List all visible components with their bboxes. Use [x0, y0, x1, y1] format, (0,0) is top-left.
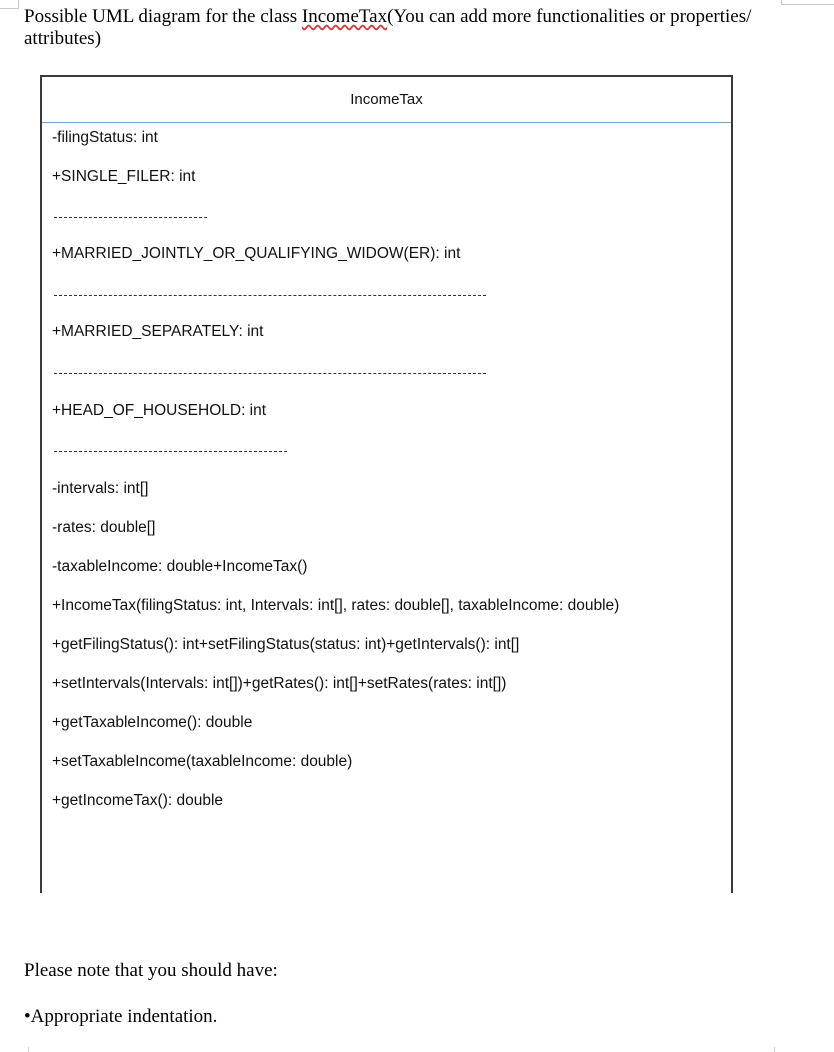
uml-member: +HEAD_OF_HOUSEHOLD: int — [52, 402, 267, 419]
uml-member: +getTaxableIncome(): double — [52, 714, 253, 731]
uml-member: +MARRIED_JOINTLY_OR_QUALIFYING_WIDOW(ER): int — [52, 245, 461, 262]
uml-dashed-separator — [54, 217, 207, 218]
uml-member: -intervals: int[] — [52, 480, 149, 497]
uml-dashed-separator — [54, 295, 486, 296]
uml-member: -rates: double[] — [52, 519, 156, 536]
uml-member: +IncomeTax(filingStatus: int, Intervals: int[], rates: double[], taxableIncome: double) — [52, 597, 620, 614]
uml-dashed-separator — [54, 373, 486, 374]
uml-member: +SINGLE_FILER: int — [52, 168, 196, 185]
uml-member: +MARRIED_SEPARATELY: int — [52, 323, 264, 340]
intro-prefix: Possible UML diagram for the class — [24, 6, 302, 27]
note-heading: Please note that you should have: — [24, 960, 278, 981]
intro-paragraph — [24, 6, 784, 50]
page-corner-mark — [28, 1047, 30, 1052]
uml-member: -taxableIncome: double+IncomeTax() — [52, 558, 308, 575]
uml-member: +getIncomeTax(): double — [52, 792, 224, 809]
uml-dashed-separator — [54, 451, 287, 452]
intro-suffix: (You can add more functionalities or properties/ attributes) — [24, 6, 752, 49]
class-name-link: IncomeTax — [301, 6, 388, 27]
uml-member: -filingStatus: int — [52, 129, 158, 146]
page-corner-mark — [781, 0, 834, 5]
note-bullet: •Appropriate indentation. — [24, 1006, 218, 1027]
page-corner-mark — [774, 1047, 776, 1052]
uml-class-name: IncomeTax — [42, 77, 731, 123]
uml-class-diagram — [40, 75, 733, 893]
uml-member: +setTaxableIncome(taxableIncome: double) — [52, 753, 353, 770]
uml-members — [42, 123, 731, 893]
uml-member: +getFilingStatus(): int+setFilingStatus(status: int)+getIntervals(): int[] — [52, 636, 520, 653]
page-corner-mark — [0, 0, 19, 9]
uml-member: +setIntervals(Intervals: int[])+getRates(): int[]+setRates(rates: int[]) — [52, 675, 507, 692]
